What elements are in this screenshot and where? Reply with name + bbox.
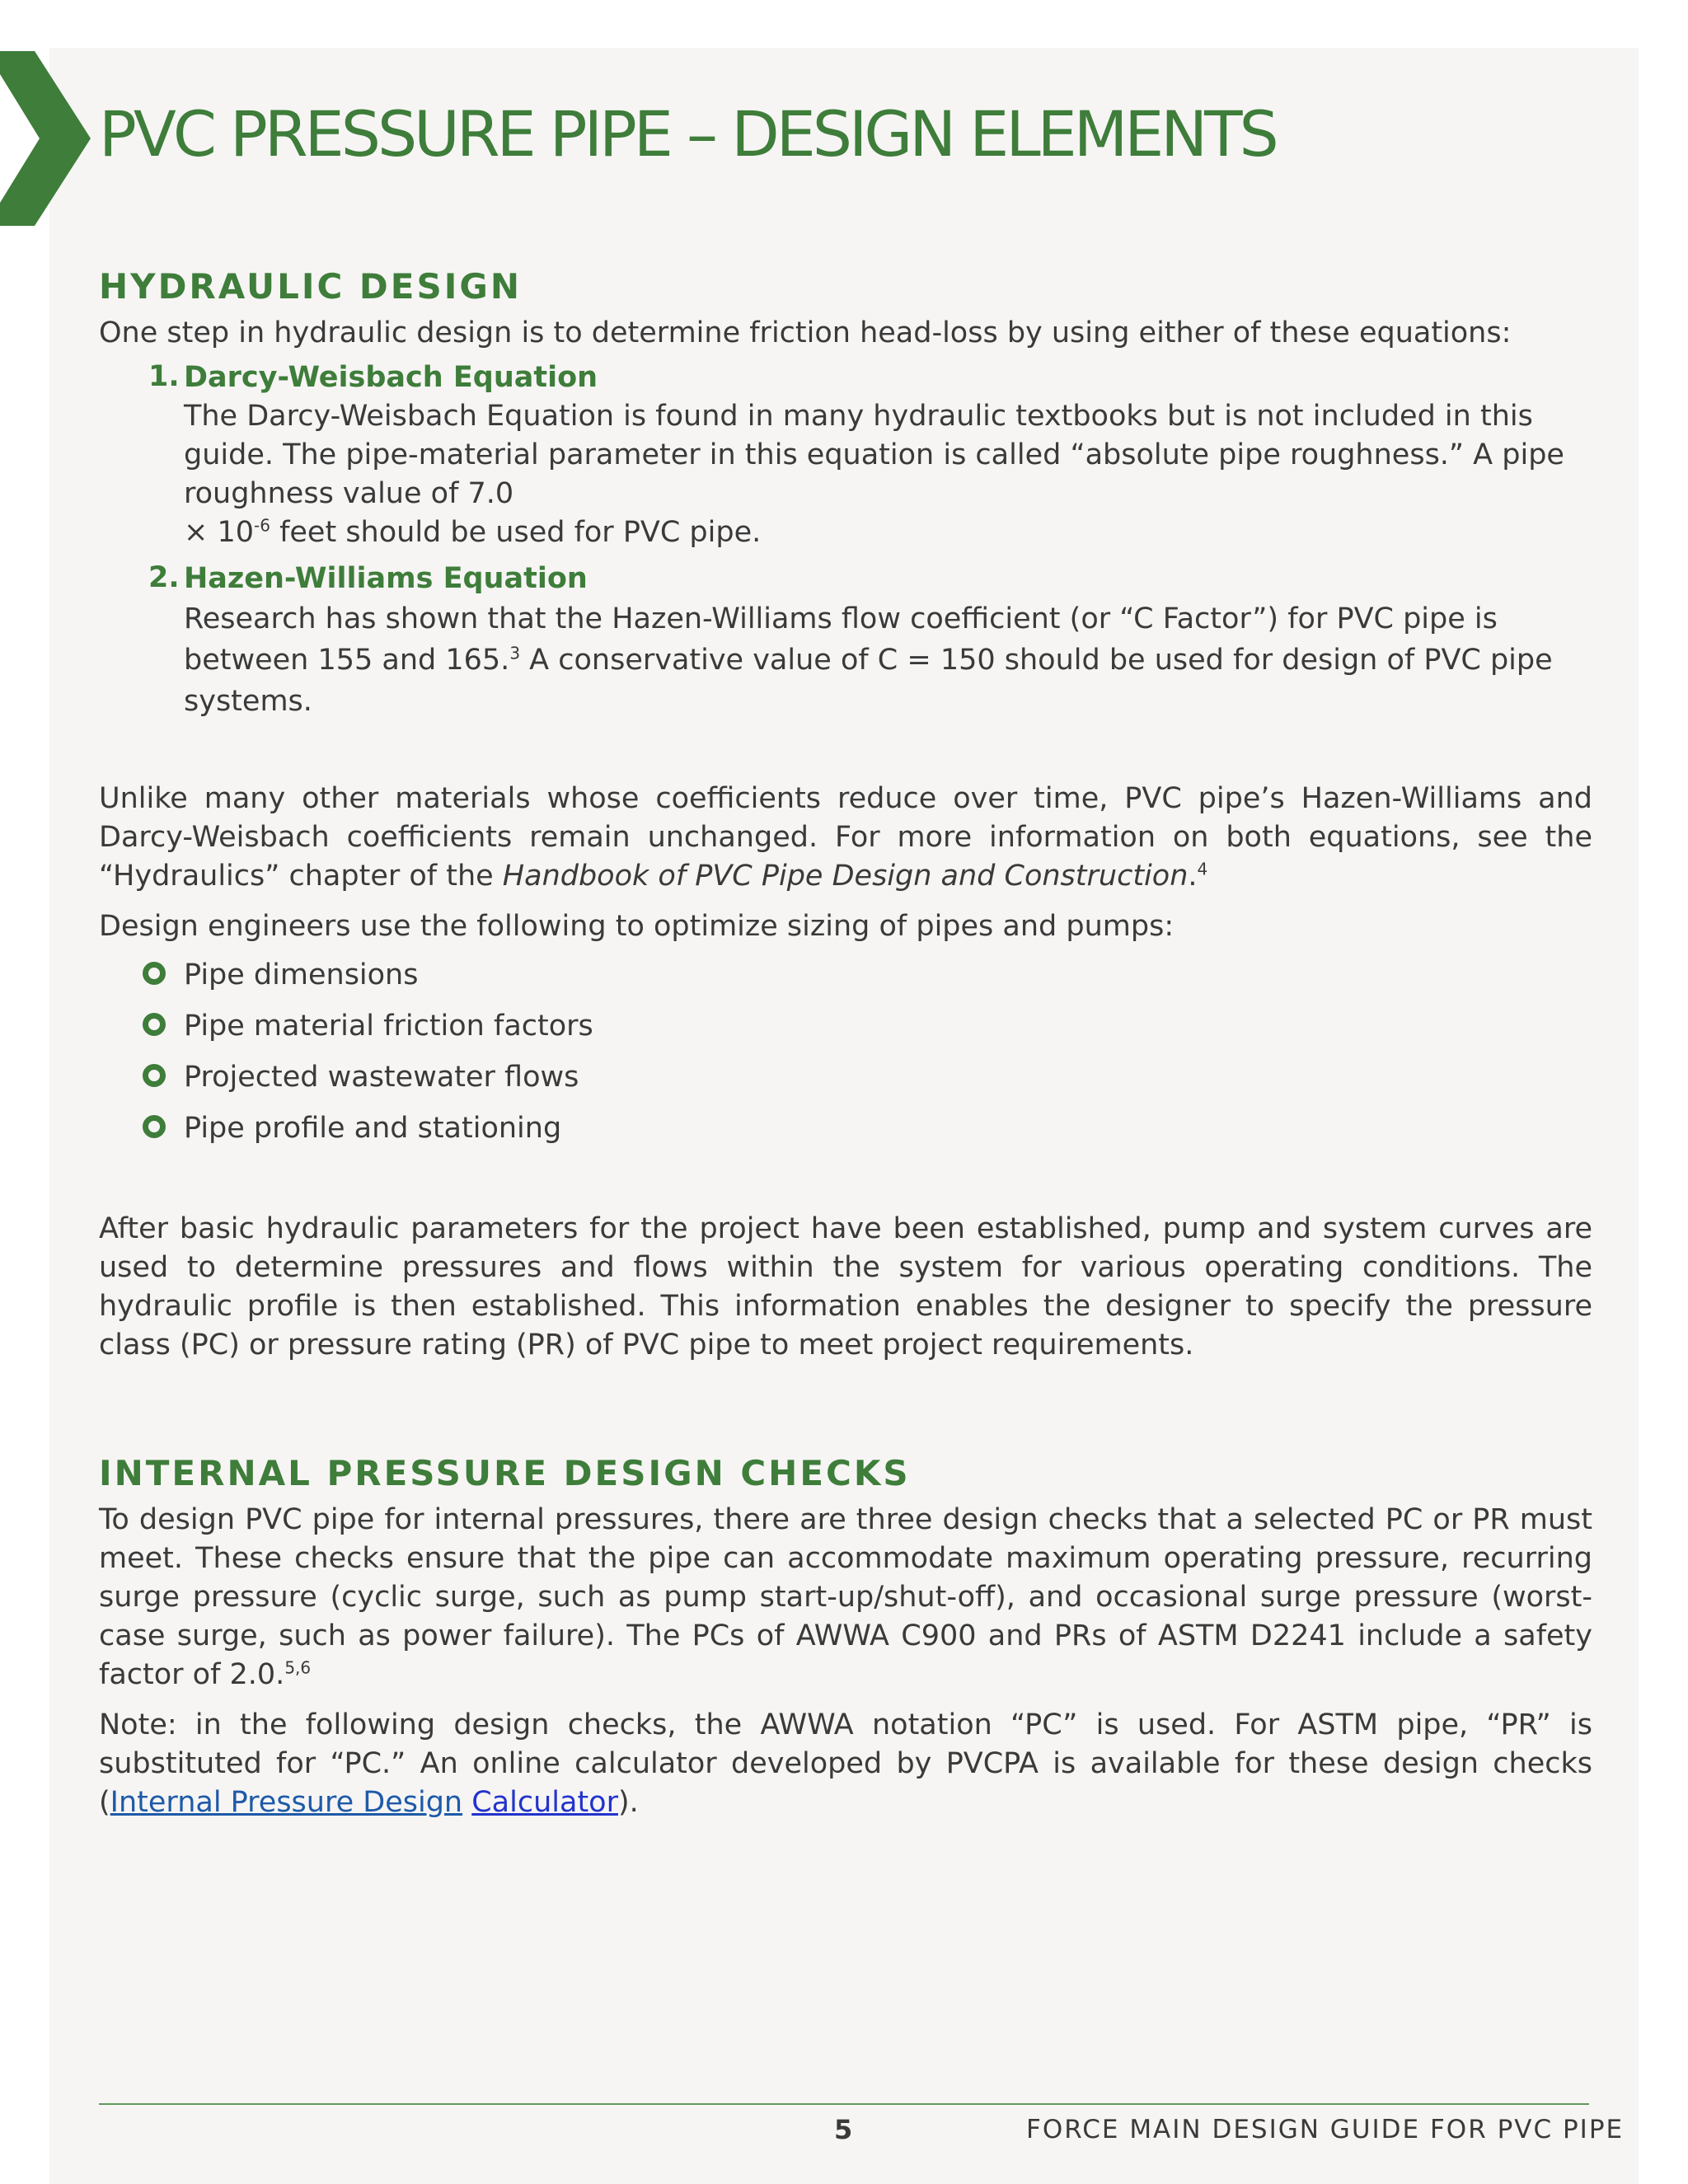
note-paragraph xyxy=(99,1706,1592,1822)
exponent: -6 xyxy=(254,515,270,536)
paragraph-text: Note: in the following design checks, the AWWA notation “PC” is used. For ASTM pipe, “PR” is substituted for “PC.” An online calculator developed by PVCPA is available for these design checks ( xyxy=(99,1708,1592,1819)
list-item xyxy=(99,1058,1592,1109)
paragraph-text: Unlike many other materials whose coefficients reduce over time, PVC pipe’s Hazen-Williams and Darcy-Weisbach coefficients remain unchanged. For more information on both equations, see the “Hydraulics” chapter of the xyxy=(99,782,1592,893)
list-item xyxy=(99,358,1592,552)
bullet-icon xyxy=(143,1115,166,1138)
bullet-icon xyxy=(143,1013,166,1036)
calculator-link[interactable]: Calculator xyxy=(471,1786,618,1819)
equation-text: feet should be used for PVC pipe. xyxy=(270,516,762,549)
design-engineers-text: Design engineers use the following to optimize sizing of pipes and pumps: xyxy=(99,910,1175,943)
paragraph-text: ). xyxy=(617,1786,639,1819)
list-item xyxy=(99,1109,1592,1160)
list-item xyxy=(99,559,1592,722)
footnote-marker: 3 xyxy=(509,643,521,663)
list-item xyxy=(99,1007,1592,1058)
list-item xyxy=(99,956,1592,1007)
footnote-marker: 5,6 xyxy=(284,1657,312,1678)
bullet-text: Pipe material friction factors xyxy=(184,1010,593,1043)
bullet-text: Pipe dimensions xyxy=(184,958,419,991)
section-heading-hydraulic: HYDRAULIC DESIGN xyxy=(99,266,522,307)
paragraph-text: . xyxy=(1188,860,1198,893)
equation-title: Darcy-Weisbach Equation xyxy=(184,361,598,394)
main-content xyxy=(99,262,1592,1822)
bullet-list xyxy=(99,956,1592,1160)
equation-title: Hazen-Williams Equation xyxy=(184,562,588,595)
footer-title: FORCE MAIN DESIGN GUIDE FOR PVC PIPE xyxy=(1026,2115,1625,2144)
equation-list xyxy=(99,358,1592,722)
list-number: 1. xyxy=(148,360,180,393)
footer-divider xyxy=(99,2103,1589,2105)
design-checks-paragraph xyxy=(99,1501,1592,1694)
chevron-arrow-icon xyxy=(0,51,91,226)
coefficients-paragraph xyxy=(99,780,1592,896)
page-number: 5 xyxy=(834,2114,853,2145)
section-heading-internal-pressure: INTERNAL PRESSURE DESIGN CHECKS xyxy=(99,1453,911,1493)
equation-text: The Darcy-Weisbach Equation is found in many hydraulic textbooks but is not included in this guide. The pipe-material parameter in this equation is called “absolute pipe roughness.” A pipe roughness value of 7.0 xyxy=(184,400,1564,510)
equation-text: A conservative value of C = 150 should be used for design of PVC pipe systems. xyxy=(184,644,1553,718)
bullet-text: Pipe profile and stationing xyxy=(184,1112,562,1145)
handbook-title: Handbook of PVC Pipe Design and Construction xyxy=(502,860,1189,893)
equation-text: × 10 xyxy=(184,516,254,549)
page-title: PVC PRESSURE PIPE – DESIGN ELEMENTS xyxy=(99,97,1276,171)
equation-description xyxy=(184,397,1592,552)
hydraulic-intro: One step in hydraulic design is to determine friction head-loss by using either of these equations: xyxy=(99,316,1512,349)
list-number: 2. xyxy=(148,561,180,594)
internal-pressure-design-link[interactable]: Internal Pressure Design xyxy=(110,1786,463,1819)
hydraulic-parameters-paragraph: After basic hydraulic parameters for the project have been established, pump and system curves are used to determine pressures and flows within the system for various operating conditions. The hydraulic profile is then established. This information enables the designer to specify the pressure class (PC) or pressure rating (PR) of PVC pipe to meet project requirements. xyxy=(99,1212,1592,1361)
bullet-icon xyxy=(143,962,166,985)
equation-description xyxy=(184,598,1592,722)
equation-text: Research has shown that the Hazen-Williams flow coefficient (or “C Factor”) for PVC pipe is between 155 and 165. xyxy=(184,602,1498,677)
bullet-text: Projected wastewater flows xyxy=(184,1061,579,1094)
bullet-icon xyxy=(143,1064,166,1087)
paragraph-text: To design PVC pipe for internal pressures, there are three design checks that a selected PC or PR must meet. These checks ensure that the pipe can accommodate maximum operating pressure, recurring surge pressure (cyclic surge, such as pump start-up/shut-off), and occasional surge pressure (worst-case surge, such as power failure). The PCs of AWWA C900 and PRs of ASTM D2241 include a safety factor of 2.0. xyxy=(99,1503,1592,1691)
footnote-marker: 4 xyxy=(1197,859,1208,879)
